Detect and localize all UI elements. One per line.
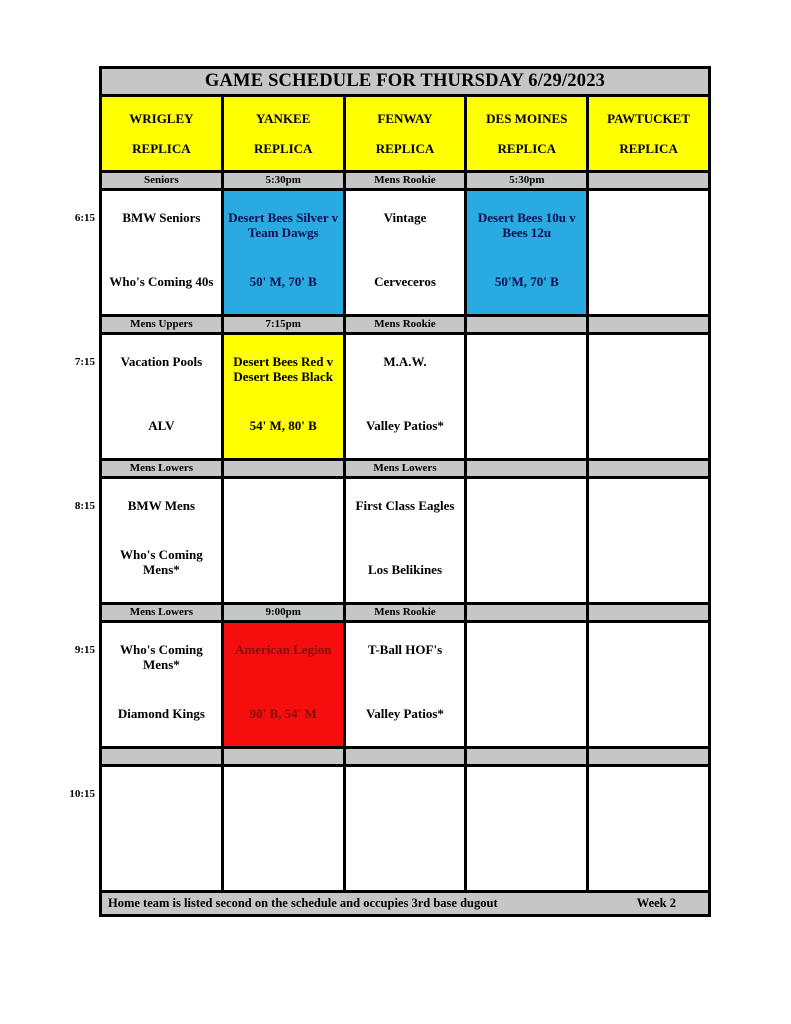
game-cell-9-15-pawtucket: [589, 623, 708, 746]
game-line-top: [469, 355, 584, 369]
page-title: GAME SCHEDULE FOR THURSDAY 6/29/2023: [102, 69, 708, 94]
column-header-fenway: [346, 97, 465, 170]
game-line-bottom: [591, 708, 706, 722]
game-line-bottom: Diamond Kings: [117, 706, 205, 722]
slot-label-7-15-wrigley: Mens Uppers: [102, 317, 221, 332]
game-cell-8-15-yankee: [224, 479, 343, 602]
game-line-top: [104, 787, 219, 801]
game-line-top: Vacation Pools: [120, 354, 203, 369]
slot-label-7-15-des-moines: [467, 317, 586, 332]
game-line-bottom: [348, 852, 463, 866]
game-cell-7-15-pawtucket: [589, 335, 708, 458]
game-line-top: [591, 499, 706, 513]
game-line-top: Desert Bees Red v Desert Bees Black: [233, 354, 334, 384]
slot-label-6-15-pawtucket: [589, 173, 708, 188]
time-label-7-15: 7:15: [74, 356, 95, 368]
game-cell-7-15-wrigley: [102, 335, 221, 458]
game-line-bottom: [591, 420, 706, 434]
game-cell-8-15-des-moines: [467, 479, 586, 602]
field-name: DES MOINES: [486, 110, 568, 126]
time-label-10-15: 10:15: [69, 788, 95, 800]
slot-label-6-15-fenway: Mens Rookie: [346, 173, 465, 188]
game-line-top: [348, 787, 463, 801]
game-cell-7-15-yankee: [224, 335, 343, 458]
game-line-top: [469, 643, 584, 657]
game-line-bottom: [104, 852, 219, 866]
game-line-top: [469, 787, 584, 801]
game-line-bottom: Cerveceros: [374, 274, 436, 290]
game-line-top: [469, 499, 584, 513]
footer-bar: [102, 893, 708, 914]
game-cell-7-15-des-moines: [467, 335, 586, 458]
game-cell-6-15-des-moines: [467, 191, 586, 314]
game-line-top: First Class Eagles: [355, 498, 455, 513]
game-line-bottom: Los Belikines: [367, 562, 443, 578]
slot-label-9-15-wrigley: Mens Lowers: [102, 605, 221, 620]
game-line-bottom: Valley Patios*: [366, 418, 444, 434]
game-line-top: Vintage: [383, 210, 427, 225]
game-cell-10-15-wrigley: [102, 767, 221, 890]
game-line-bottom: [469, 564, 584, 578]
game-line-bottom: [469, 420, 584, 434]
game-line-bottom: [469, 852, 584, 866]
game-line-top: Desert Bees 10u v Bees 12u: [477, 210, 576, 240]
game-line-top: [591, 211, 706, 225]
game-line-bottom: ALV: [148, 418, 175, 434]
game-line-bottom: 50'M, 70' B: [494, 274, 559, 290]
game-line-bottom: 54' M, 80' B: [249, 418, 317, 434]
field-name: PAWTUCKET: [607, 110, 690, 126]
game-cell-10-15-pawtucket: [589, 767, 708, 890]
slot-label-9-15-fenway: Mens Rookie: [346, 605, 465, 620]
game-cell-9-15-des-moines: [467, 623, 586, 746]
game-cell-8-15-wrigley: [102, 479, 221, 602]
game-line-top: [226, 499, 341, 513]
game-line-top: [591, 643, 706, 657]
field-name: YANKEE: [255, 110, 311, 126]
slot-label-8-15-des-moines: [467, 461, 586, 476]
slot-label-8-15-pawtucket: [589, 461, 708, 476]
game-cell-6-15-pawtucket: [589, 191, 708, 314]
slot-label-7-15-yankee: 7:15pm: [224, 317, 343, 332]
game-cell-6-15-wrigley: [102, 191, 221, 314]
column-header-wrigley: [102, 97, 221, 170]
game-line-bottom: [591, 852, 706, 866]
game-line-top: BMW Mens: [127, 498, 196, 513]
game-line-top: Desert Bees Silver v Team Dawgs: [228, 210, 339, 240]
column-header-yankee: [224, 97, 343, 170]
game-line-bottom: Valley Patios*: [366, 706, 444, 722]
game-line-top: [591, 355, 706, 369]
game-cell-6-15-fenway: [346, 191, 465, 314]
slot-label-7-15-pawtucket: [589, 317, 708, 332]
game-line-bottom: [591, 564, 706, 578]
game-line-top: M.A.W.: [383, 354, 427, 369]
time-label-8-15: 8:15: [74, 500, 95, 512]
game-line-top: Who's Coming Mens*: [120, 642, 203, 672]
field-subname: REPLICA: [253, 140, 313, 156]
slot-label-10-15-fenway: [346, 749, 465, 764]
game-line-bottom: [469, 708, 584, 722]
field-name: FENWAY: [377, 110, 433, 126]
game-line-bottom: [226, 564, 341, 578]
game-cell-7-15-fenway: [346, 335, 465, 458]
game-schedule-table: [99, 66, 711, 917]
game-line-bottom: 50' M, 70' B: [249, 274, 317, 290]
game-line-top: BMW Seniors: [122, 210, 201, 225]
field-subname: REPLICA: [132, 140, 191, 156]
game-cell-8-15-fenway: [346, 479, 465, 602]
column-header-des-moines: [467, 97, 586, 170]
slot-label-6-15-wrigley: Seniors: [102, 173, 221, 188]
time-label-9-15: 9:15: [74, 644, 95, 656]
field-name: WRIGLEY: [129, 110, 194, 126]
slot-label-10-15-des-moines: [467, 749, 586, 764]
slot-label-7-15-fenway: Mens Rookie: [346, 317, 465, 332]
field-subname: REPLICA: [619, 140, 678, 156]
slot-label-9-15-yankee: 9:00pm: [224, 605, 343, 620]
slot-label-8-15-wrigley: Mens Lowers: [102, 461, 221, 476]
game-cell-10-15-yankee: [224, 767, 343, 890]
slot-label-10-15-wrigley: [102, 749, 221, 764]
game-line-top: American Legion: [234, 642, 332, 657]
game-line-bottom: [591, 276, 706, 290]
game-cell-10-15-des-moines: [467, 767, 586, 890]
field-subname: REPLICA: [497, 140, 557, 156]
slot-label-10-15-pawtucket: [589, 749, 708, 764]
slot-label-8-15-yankee: [224, 461, 343, 476]
game-cell-9-15-fenway: [346, 623, 465, 746]
slot-label-9-15-pawtucket: [589, 605, 708, 620]
game-cell-8-15-pawtucket: [589, 479, 708, 602]
time-label-6-15: 6:15: [74, 212, 95, 224]
game-line-bottom: 90' B, 54' M: [249, 706, 317, 722]
game-line-bottom: [226, 852, 341, 866]
game-cell-10-15-fenway: [346, 767, 465, 890]
field-subname: REPLICA: [375, 140, 435, 156]
game-line-bottom: Who's Coming Mens*: [120, 547, 203, 578]
slot-label-6-15-yankee: 5:30pm: [224, 173, 343, 188]
game-cell-9-15-wrigley: [102, 623, 221, 746]
game-line-top: [226, 787, 341, 801]
slot-label-10-15-yankee: [224, 749, 343, 764]
footer-note: Home team is listed second on the schedule and occupies 3rd base dugout: [108, 896, 498, 911]
slot-label-8-15-fenway: Mens Lowers: [346, 461, 465, 476]
game-cell-9-15-yankee: [224, 623, 343, 746]
game-line-top: [591, 787, 706, 801]
slot-label-6-15-des-moines: 5:30pm: [467, 173, 586, 188]
slot-label-9-15-des-moines: [467, 605, 586, 620]
game-line-bottom: Who's Coming 40s: [109, 274, 214, 290]
game-cell-6-15-yankee: [224, 191, 343, 314]
game-line-top: T-Ball HOF's: [367, 642, 443, 657]
column-header-pawtucket: [589, 97, 708, 170]
week-label: Week 2: [636, 896, 676, 911]
